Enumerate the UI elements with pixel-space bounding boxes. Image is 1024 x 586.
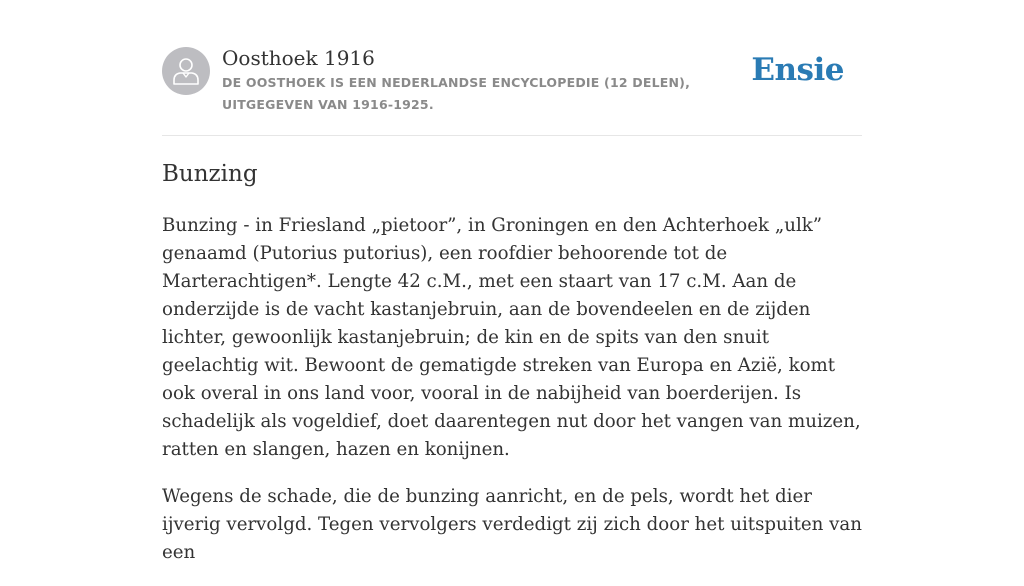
- brand-logo-link[interactable]: Ensie: [751, 52, 844, 88]
- article-title: Bunzing: [162, 161, 258, 187]
- avatar[interactable]: [162, 47, 210, 95]
- article-paragraph-1: Bunzing - in Friesland „pietoor”, in Groningen en den Achterhoek „ulk” genaamd (Putorius putorius), een roofdier behoorende tot de Marterachtigen*. Lengte 42 c.M., met een staart van 17 c.M. Aan de onderzijde is de vacht kastanjebruin, aan de bovendeelen en de zijden lichter, gewoonlijk kastanjebruin; de kin en de spits van den snuit geelachtig wit. Bewoont de gematigde streken van Europa en Azië, komt ook overal in ons land voor, vooral in de nabijheid van boerderijen. Is schadelijk als vogeldief, doet daarentegen nut door het vangen van muizen, ratten en slangen, hazen en konijnen.: [162, 215, 861, 460]
- source-header: [162, 46, 862, 136]
- header-divider: [162, 135, 862, 136]
- user-outline-icon: [172, 56, 200, 86]
- source-description: DE OOSTHOEK IS EEN NEDERLANDSE ENCYCLOPEDIE (12 DELEN), UITGEGEVEN VAN 1916-1925.: [222, 75, 691, 112]
- source-title[interactable]: Oosthoek 1916: [222, 46, 375, 70]
- article-paragraph-2: Wegens de schade, die de bunzing aanricht, en de pels, wordt het dier ijverig vervolgd. Tegen vervolgers verdedigt zij zich door het uitspuiten van een: [162, 486, 862, 563]
- article-body: [162, 212, 864, 586]
